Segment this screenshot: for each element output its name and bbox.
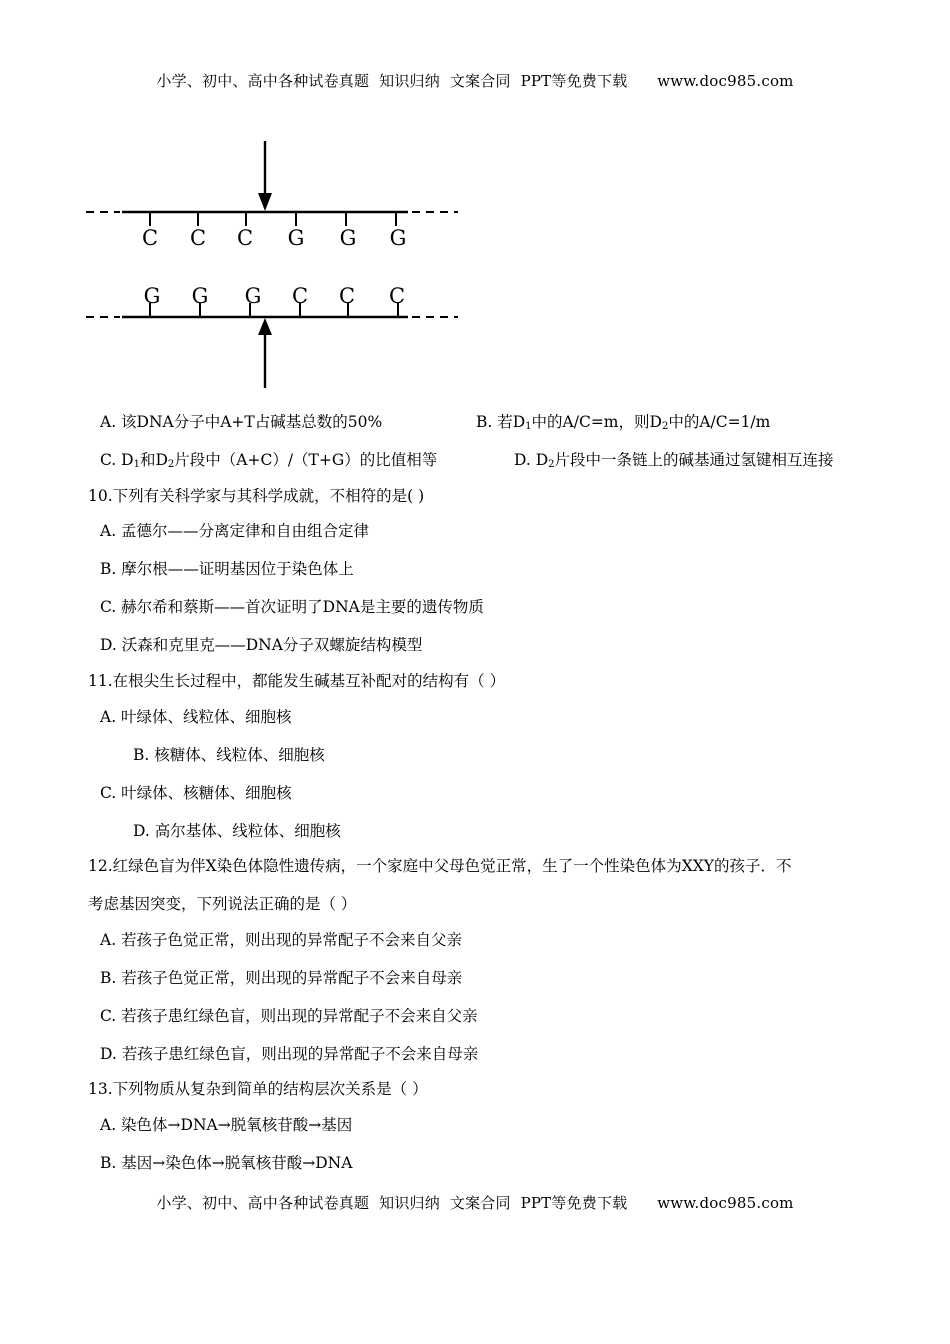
base-bottom-4: C — [291, 284, 309, 308]
bottom-strand-bases — [144, 284, 405, 308]
q12-stem-line1: 12.红绿色盲为伴X染色体隐性遗传病，一个家庭中父母色觉正常，生了一个性染色体为XXY的孩子．不 — [88, 857, 792, 875]
base-bottom-6: C — [388, 284, 406, 308]
q12-option-a: A. 若孩子色觉正常，则出现的异常配子不会来自父亲 — [100, 931, 463, 949]
base-top-4: G — [287, 226, 305, 250]
cut-arrow-bottom-icon — [258, 318, 272, 388]
q12-option-d: D. 若孩子患红绿色盲，则出现的异常配子不会来自母亲 — [100, 1045, 479, 1063]
q9-option-c: C. $D_1$和$D_2$片段中（A+C）/（T+G）的比值相等 — [100, 451, 438, 470]
q13-stem: 13.下列物质从复杂到简单的结构层次关系是（ ） — [88, 1080, 428, 1098]
q13-option-a: A. 染色体→DNA→脱氧核苷酸→基因 — [100, 1116, 353, 1134]
base-bottom-1: G — [143, 284, 161, 308]
base-top-5: G — [339, 226, 357, 250]
top-strand-bases — [142, 226, 406, 250]
cut-arrow-top-icon — [258, 141, 272, 211]
base-bottom-2: G — [191, 284, 209, 308]
q12-stem-line2: 考虑基因突变，下列说法正确的是（ ） — [88, 895, 357, 913]
base-top-6: G — [389, 226, 407, 250]
q9-option-d: D. $D_2$片段中一条链上的碱基通过氢键相互连接 — [514, 451, 834, 470]
top-strand — [86, 212, 458, 226]
q9-option-a: A. 该DNA分子中A+T占碱基总数的50% — [100, 413, 383, 431]
page-header: 小学、初中、高中各种试卷真题 知识归纳 文案合同 PPT等免费下载 www.doc985.com — [156, 72, 794, 90]
base-bottom-5: C — [338, 284, 356, 308]
base-top-2: C — [189, 226, 207, 250]
base-top-3: C — [236, 226, 254, 250]
base-top-1: C — [141, 226, 159, 250]
q10-stem: 10.下列有关科学家与其科学成就，不相符的是( ) — [88, 487, 425, 505]
q12-option-b: B. 若孩子色觉正常，则出现的异常配子不会来自母亲 — [100, 969, 463, 987]
page-footer: 小学、初中、高中各种试卷真题 知识归纳 文案合同 PPT等免费下载 www.doc985.com — [156, 1194, 794, 1212]
q12-option-c: C. 若孩子患红绿色盲，则出现的异常配子不会来自父亲 — [100, 1007, 478, 1025]
q11-option-c: C. 叶绿体、核糖体、细胞核 — [100, 784, 292, 802]
q10-option-c: C. 赫尔希和蔡斯——首次证明了DNA是主要的遗传物质 — [100, 598, 484, 616]
q10-option-b: B. 摩尔根——证明基因位于染色体上 — [100, 560, 354, 578]
q11-option-a: A. 叶绿体、线粒体、细胞核 — [100, 708, 292, 726]
q10-option-a: A. 孟德尔——分离定律和自由组合定律 — [100, 522, 370, 540]
q9-option-b: B. 若$D_1$中的A/C=m，则$D_2$中的A/C=1/m — [476, 413, 771, 432]
q13-option-b: B. 基因→染色体→脱氧核苷酸→DNA — [100, 1154, 353, 1172]
q11-option-d: D. 高尔基体、线粒体、细胞核 — [133, 822, 341, 840]
q11-stem: 11.在根尖生长过程中，都能发生碱基互补配对的结构有（ ） — [88, 672, 506, 690]
q11-option-b: B. 核糖体、线粒体、细胞核 — [133, 746, 325, 764]
base-bottom-3: G — [244, 284, 262, 308]
dna-fragment-diagram — [80, 135, 480, 395]
q10-option-d: D. 沃森和克里克——DNA分子双螺旋结构模型 — [100, 636, 423, 654]
